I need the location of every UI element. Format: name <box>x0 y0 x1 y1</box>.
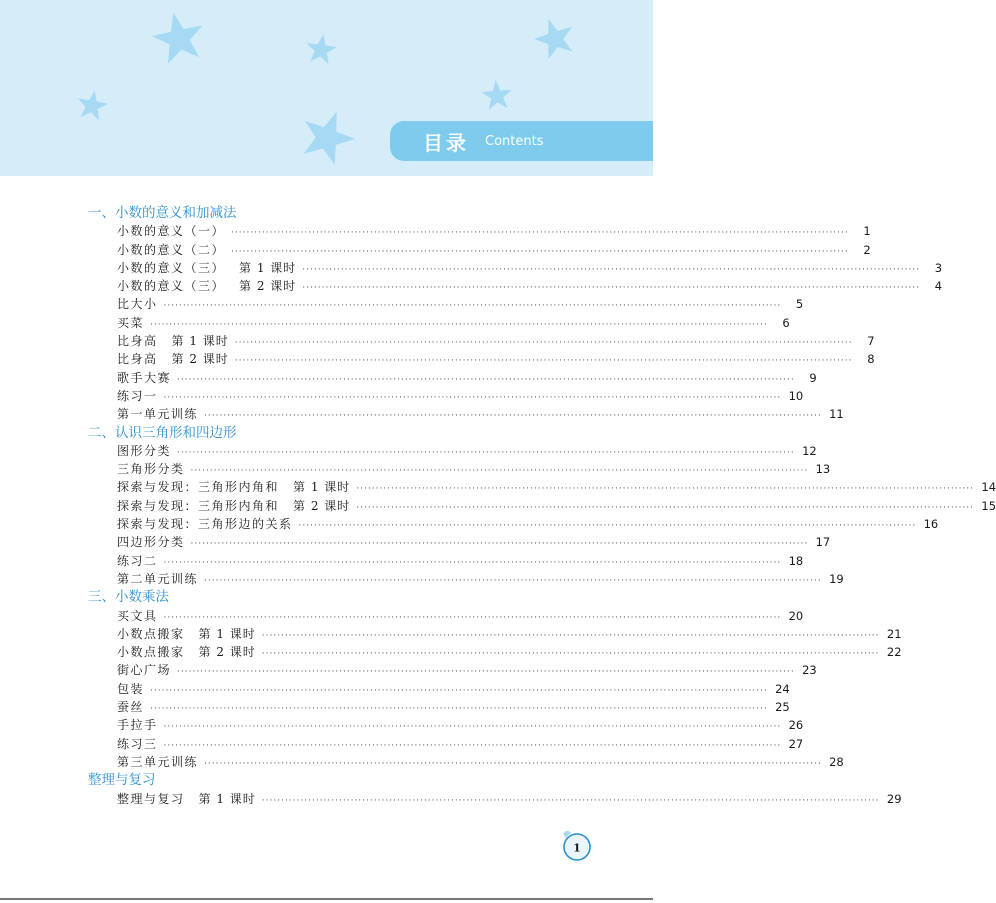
entry-page-number: 11 <box>829 407 844 422</box>
entry-page-number: 22 <box>886 645 902 660</box>
entry-title: 练习二 <box>117 553 158 568</box>
entry-lesson: 第 1 课时 <box>239 260 297 275</box>
entry-title: 第三单元训练 <box>117 754 199 769</box>
dot-leader: ································································································································································ <box>177 447 795 458</box>
entry-page-number: 10 <box>788 388 804 403</box>
dot-leader: ································································································································································ <box>163 740 782 751</box>
entry-lesson: 第 1 课时 <box>293 480 351 495</box>
toc-entry[interactable] <box>88 222 871 240</box>
chapter-heading[interactable]: 二、认识三角形和四边形 <box>88 424 237 441</box>
table-of-contents <box>88 204 996 808</box>
dot-leader: ································································································································································ <box>356 484 975 495</box>
dot-leader: ································································································································································ <box>356 502 975 513</box>
entry-page-number: 4 <box>934 279 943 294</box>
entry-title: 探索与发现：三角形内角和 <box>117 498 280 513</box>
entry-title: 第一单元训练 <box>117 407 199 422</box>
entry-title: 小数的意义（二） <box>117 242 226 257</box>
page-title: 目录 <box>423 131 469 155</box>
star-icon <box>76 90 108 122</box>
toc-entry[interactable] <box>88 661 817 679</box>
dot-leader: ································································································································································ <box>163 392 782 403</box>
entry-lesson: 第 1 课时 <box>171 334 229 349</box>
entry-page-number: 9 <box>809 370 817 385</box>
dot-leader: ································································································································································ <box>177 374 795 385</box>
toc-entry[interactable] <box>88 607 804 625</box>
entry-title: 手拉手 <box>117 718 158 733</box>
entry-page-number: 17 <box>815 535 831 550</box>
entry-title: 街心广场 <box>117 663 172 678</box>
entry-page-number: 27 <box>788 736 804 751</box>
dot-leader: ································································································································································ <box>204 411 822 422</box>
entry-title: 第二单元训练 <box>117 571 199 586</box>
entry-page-number: 5 <box>795 297 804 312</box>
toc-entry[interactable] <box>88 332 875 350</box>
toc-entry[interactable] <box>88 259 943 277</box>
toc-entry[interactable] <box>88 350 875 368</box>
toc-entry[interactable] <box>88 698 790 716</box>
dot-leader: ································································································································································ <box>231 228 849 239</box>
entry-page-number: 8 <box>867 352 875 367</box>
entry-page-number: 24 <box>775 681 790 696</box>
toc-entry[interactable] <box>88 570 844 588</box>
chapter-heading[interactable]: 三、小数乘法 <box>88 589 169 606</box>
dot-leader: ································································································································································ <box>204 575 822 586</box>
toc-entry[interactable] <box>88 478 996 496</box>
toc-entry[interactable] <box>88 552 804 570</box>
dot-leader: ································································································································································ <box>234 338 853 349</box>
entry-page-number: 2 <box>863 242 871 257</box>
entry-title: 小数点搬家 <box>117 626 185 641</box>
entry-page-number: 26 <box>788 718 804 733</box>
dot-leader: ································································································································································ <box>163 722 782 733</box>
dot-leader: ································································································································································ <box>150 704 768 715</box>
dot-leader: ································································································································································ <box>261 795 880 806</box>
star-icon <box>305 34 337 66</box>
dot-leader: ································································································································································ <box>261 630 880 641</box>
page-number: 1 <box>573 841 581 855</box>
entry-page-number: 23 <box>802 663 817 678</box>
toc-entry[interactable] <box>88 643 902 661</box>
entry-page-number: 15 <box>981 498 996 513</box>
entry-page-number: 18 <box>788 553 804 568</box>
entry-page-number: 14 <box>981 480 996 495</box>
contents-title-tab <box>390 121 653 161</box>
dot-leader: ································································································································································ <box>177 667 795 678</box>
bottom-divider <box>0 898 653 900</box>
entry-title: 探索与发现：三角形边的关系 <box>117 517 293 532</box>
dot-leader: ································································································································································ <box>150 319 768 330</box>
chapter-heading[interactable]: 一、小数的意义和加减法 <box>88 205 237 221</box>
entry-page-number: 16 <box>923 517 939 532</box>
entry-page-number: 29 <box>886 791 902 806</box>
entry-lesson: 第 2 课时 <box>293 498 351 513</box>
entry-lesson: 第 1 课时 <box>198 626 256 641</box>
star-icon <box>299 110 355 166</box>
toc-entry[interactable] <box>88 369 817 387</box>
entry-title: 蚕丝 <box>117 700 145 715</box>
entry-title: 小数的意义（三） <box>117 279 226 294</box>
entry-page-number: 12 <box>802 443 817 458</box>
entry-title: 四边形分类 <box>117 535 185 550</box>
dot-leader: ································································································································································ <box>302 283 921 294</box>
entry-lesson: 第 1 课时 <box>198 791 256 806</box>
entry-page-number: 21 <box>886 626 902 641</box>
entry-title: 整理与复习 <box>117 791 185 806</box>
dot-leader: ································································································································································ <box>234 356 853 367</box>
dot-leader: ································································································································································ <box>150 685 768 696</box>
toc-entry[interactable] <box>88 735 804 753</box>
toc-entry[interactable] <box>88 533 831 551</box>
entry-page-number: 3 <box>934 260 943 275</box>
entry-page-number: 1 <box>863 224 871 239</box>
entry-lesson: 第 2 课时 <box>239 279 297 294</box>
entry-title: 图形分类 <box>117 443 172 458</box>
toc-entry[interactable] <box>88 442 817 460</box>
entry-lesson: 第 2 课时 <box>171 352 229 367</box>
entry-page-number: 25 <box>775 700 790 715</box>
dot-leader: ································································································································································ <box>190 539 809 550</box>
dot-leader: ································································································································································ <box>163 612 782 623</box>
chapter-heading[interactable]: 整理与复习 <box>88 772 156 789</box>
star-icon <box>481 80 513 112</box>
page-number-badge <box>559 828 593 862</box>
toc-entry[interactable] <box>88 314 790 332</box>
entry-page-number: 13 <box>815 462 831 477</box>
entry-title: 探索与发现：三角形内角和 <box>117 480 280 495</box>
entry-title: 包装 <box>117 681 145 696</box>
toc-entry[interactable] <box>88 405 844 423</box>
toc-entry[interactable] <box>88 387 804 405</box>
entry-title: 比身高 <box>117 352 158 367</box>
entry-page-number: 20 <box>788 608 804 623</box>
entry-title: 三角形分类 <box>117 462 185 477</box>
star-icon <box>152 12 206 66</box>
dot-leader: ································································································································································ <box>298 521 917 532</box>
entry-title: 小数的意义（一） <box>117 224 226 239</box>
dot-leader: ································································································································································ <box>204 758 822 769</box>
entry-title: 练习一 <box>117 388 158 403</box>
entry-page-number: 28 <box>829 754 844 769</box>
page-title-english: Contents <box>485 134 544 149</box>
dot-leader: ································································································································································ <box>261 649 880 660</box>
star-icon <box>534 18 576 60</box>
entry-title: 歌手大赛 <box>117 370 172 385</box>
dot-leader: ································································································································································ <box>190 466 809 477</box>
dot-leader: ································································································································································ <box>163 557 782 568</box>
toc-entry[interactable] <box>88 753 844 771</box>
entry-title: 买菜 <box>117 315 145 330</box>
toc-entry[interactable] <box>88 241 871 259</box>
entry-title: 小数点搬家 <box>117 645 185 660</box>
toc-entry[interactable] <box>88 716 804 734</box>
header-banner <box>0 0 653 176</box>
entry-lesson: 第 2 课时 <box>198 645 256 660</box>
dot-leader: ································································································································································ <box>231 246 849 257</box>
dot-leader: ································································································································································ <box>302 264 921 275</box>
entry-page-number: 7 <box>867 334 875 349</box>
toc-entry[interactable] <box>88 625 902 643</box>
entry-page-number: 6 <box>782 315 790 330</box>
entry-title: 买文具 <box>117 608 158 623</box>
entry-title: 比身高 <box>117 334 158 349</box>
entry-title: 小数的意义（三） <box>117 260 226 275</box>
toc-entry[interactable] <box>88 295 804 313</box>
entry-title: 比大小 <box>117 297 158 312</box>
toc-entry[interactable] <box>88 460 831 478</box>
toc-entry[interactable] <box>88 497 996 515</box>
toc-entry[interactable] <box>88 515 939 533</box>
entry-page-number: 19 <box>829 571 844 586</box>
toc-entry[interactable] <box>88 277 943 295</box>
entry-title: 练习三 <box>117 736 158 751</box>
toc-entry[interactable] <box>88 680 790 698</box>
dot-leader: ································································································································································ <box>163 301 782 312</box>
toc-entry[interactable] <box>88 790 902 808</box>
